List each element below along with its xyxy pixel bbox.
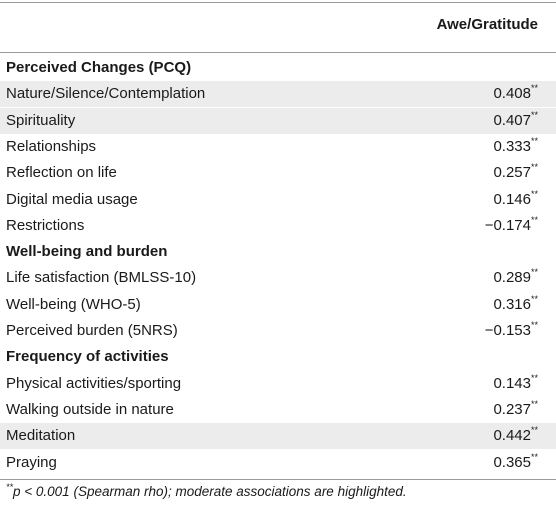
row-value (493, 450, 538, 476)
section-heading (0, 239, 556, 265)
correlation-value: 0.316 (493, 295, 531, 313)
correlation-value: 0.442 (493, 427, 531, 445)
table-row (0, 81, 556, 107)
row-label: Relationships (6, 137, 97, 155)
row-label: Nature/Silence/Contemplation (6, 85, 206, 103)
table-row (0, 134, 556, 160)
row-label: Reflection on life (6, 164, 117, 182)
row-label: Meditation (6, 427, 76, 445)
correlation-value: 0.408 (493, 85, 531, 103)
correlation-value: 0.365 (493, 453, 531, 471)
table-row (0, 371, 556, 397)
correlation-value: 0.289 (493, 269, 531, 287)
significance-marker: ** (530, 372, 538, 383)
table-header-rule (0, 52, 556, 53)
row-label: Spirituality (6, 111, 76, 129)
row-label: Life satisfaction (BMLSS-10) (6, 269, 197, 287)
table-row (0, 397, 556, 423)
significance-marker: ** (530, 188, 538, 199)
correlation-value: −0.153 (484, 322, 531, 339)
significance-marker: ** (530, 293, 538, 304)
section-heading (0, 55, 556, 81)
column-header-awe-gratitude: Awe/Gratitude (436, 16, 538, 33)
significance-marker: ** (530, 83, 538, 94)
section-heading (0, 344, 556, 370)
row-value (493, 81, 538, 107)
table-row (0, 318, 556, 344)
row-value (493, 265, 538, 291)
row-label: Praying (6, 453, 57, 471)
row-label: Walking outside in nature (6, 400, 174, 418)
row-value (493, 397, 538, 423)
row-value (493, 160, 538, 186)
significance-marker: ** (530, 162, 538, 173)
row-label: Physical activities/sporting (6, 374, 182, 392)
table-bottom-rule (0, 479, 556, 480)
significance-marker: ** (530, 398, 538, 409)
table-row (0, 265, 556, 291)
section-title: Perceived Changes (PCQ) (6, 59, 192, 76)
significance-marker: ** (530, 109, 538, 120)
table-row (0, 213, 556, 239)
row-value (493, 292, 538, 318)
row-value (493, 371, 538, 397)
correlation-value: −0.174 (484, 216, 531, 234)
correlation-value: 0.143 (493, 374, 531, 392)
row-value (493, 108, 538, 134)
row-label: Digital media usage (6, 190, 138, 208)
footnote-marker: ** (6, 481, 14, 492)
table-row (0, 187, 556, 213)
row-value (485, 318, 538, 344)
significance-marker: ** (530, 214, 538, 225)
table-row (0, 423, 556, 449)
table-row (0, 292, 556, 318)
significance-marker: ** (530, 267, 538, 278)
row-value (493, 187, 538, 213)
table-header (0, 0, 556, 52)
row-label: Well-being (WHO-5) (6, 295, 141, 313)
table-footnote (6, 481, 407, 499)
correlation-value: 0.237 (493, 400, 531, 418)
correlation-value: 0.407 (493, 111, 531, 129)
correlation-value: 0.257 (493, 164, 531, 182)
section-title: Well-being and burden (6, 243, 168, 261)
significance-marker: ** (530, 425, 538, 436)
correlation-value: 0.333 (493, 137, 531, 155)
significance-marker: ** (530, 320, 538, 330)
section-title: Frequency of activities (6, 348, 169, 366)
row-label: Perceived burden (5NRS) (6, 322, 178, 339)
row-value (485, 213, 538, 239)
row-label: Restrictions (6, 216, 85, 234)
row-value (493, 134, 538, 160)
table-row (0, 108, 556, 134)
row-value (493, 423, 538, 449)
footnote-text: p < 0.001 (Spearman rho); moderate associations are highlighted. (13, 484, 407, 499)
table-row (0, 450, 556, 476)
correlation-value: 0.146 (493, 190, 531, 208)
significance-marker: ** (530, 451, 538, 462)
significance-marker: ** (530, 135, 538, 146)
table-row (0, 160, 556, 186)
